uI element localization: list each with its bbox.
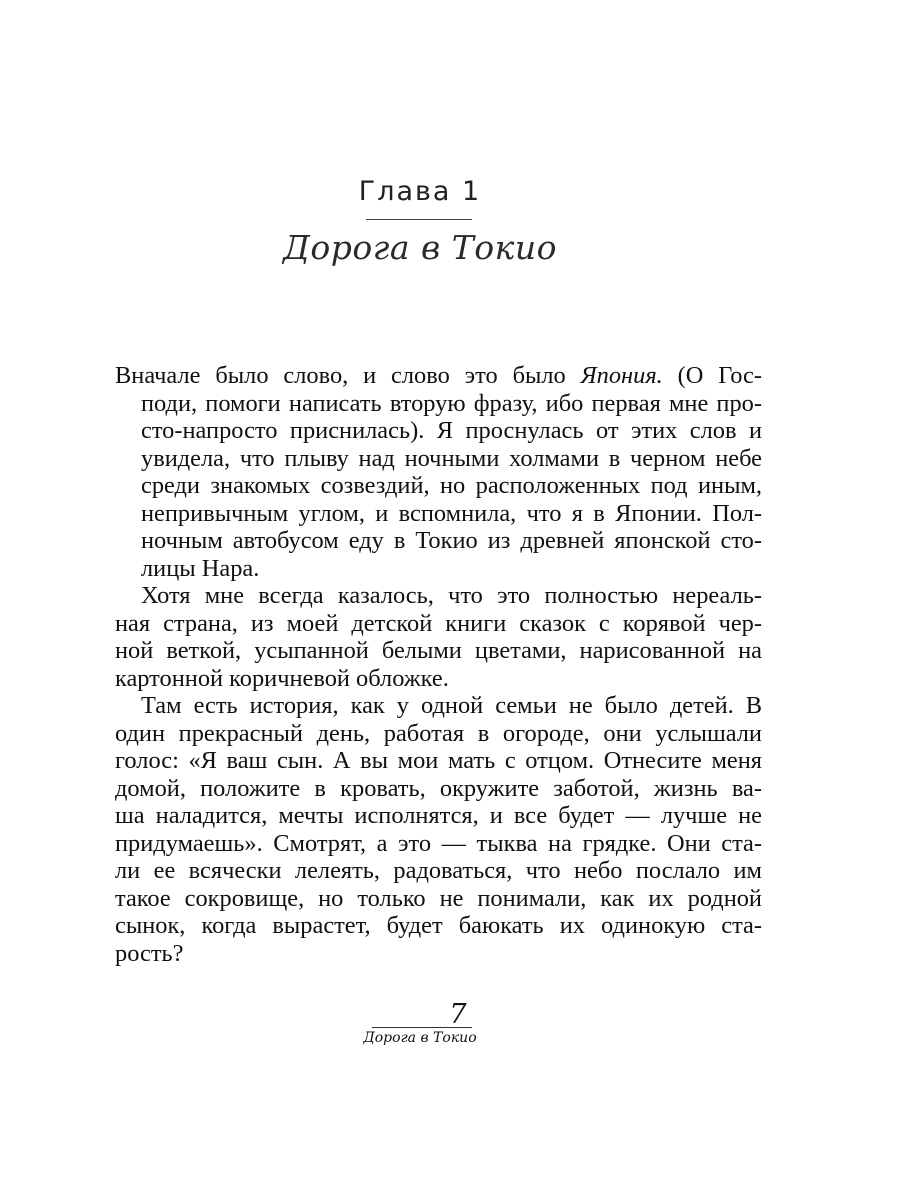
text-line xyxy=(115,362,762,390)
text-line: придумаешь». Смотрят, а это — тыква на грядке. Они ста- xyxy=(115,829,762,857)
text-line: сынок, когда вырастет, будет баюкать их одинокую ста- xyxy=(115,912,762,939)
text-line: такое сокровище, но только не понимали, как их родной xyxy=(115,884,762,912)
text-line: лицы Нара. xyxy=(141,554,260,582)
text-line: среди знакомых созвездий, но расположенных под иным, xyxy=(141,472,762,499)
text-segment: (О Гос- xyxy=(662,362,762,389)
text-segment: Вначале было слово, и слово это было xyxy=(115,362,581,389)
chapter-title: Дорога в Токио xyxy=(283,228,557,267)
page-number: 7 xyxy=(449,999,467,1030)
text-line: рость? xyxy=(115,939,184,967)
text-line: Хотя мне всегда казалось, что это полностью нереаль- xyxy=(141,582,762,609)
page-number-wrap xyxy=(360,999,478,1030)
text-line: поди, помоги написать вторую фразу, ибо первая мне про- xyxy=(141,389,762,417)
text-line: голос: «Я ваш сын. А вы мои мать с отцом. Отнесите меня xyxy=(115,747,762,774)
text-line: ная страна, из моей детской книги сказок с корявой чер- xyxy=(115,609,762,637)
paragraph-3 xyxy=(115,692,762,967)
chapter-body xyxy=(115,362,762,967)
text-line: ша наладится, мечты исполнятся, и все будет — лучше не xyxy=(115,802,762,829)
text-line: сто-напросто приснилась). Я проснулась от этих слов и xyxy=(141,417,762,444)
text-line: ли ее всячески лелеять, радоваться, что небо послало им xyxy=(115,857,762,884)
paragraph-2 xyxy=(115,582,762,692)
emphasis-text: Япония. xyxy=(580,362,663,389)
text-line: ной веткой, усыпанной белыми цветами, нарисованной на xyxy=(115,637,762,664)
text-line: Там есть история, как у одной семьи не было детей. В xyxy=(141,692,762,719)
text-line: картонной коричневой обложке. xyxy=(115,664,449,692)
chapter-divider xyxy=(366,219,472,220)
text-line: домой, положите в кровать, окружите заботой, жизнь ва- xyxy=(115,774,762,802)
text-line: ночным автобусом еду в Токио из древней японской сто- xyxy=(141,527,762,554)
running-title: Дорога в Токио xyxy=(363,1030,477,1046)
paragraph-1 xyxy=(115,362,762,582)
text-line: увидела, что плыву над ночными холмами в черном небе xyxy=(141,444,762,472)
text-line: непривычным углом, и вспомнила, что я в Японии. Пол- xyxy=(141,499,762,527)
chapter-label: Глава 1 xyxy=(358,176,482,207)
footer-divider xyxy=(372,1027,472,1028)
text-line: один прекрасный день, работая в огороде, они услышали xyxy=(115,719,762,747)
